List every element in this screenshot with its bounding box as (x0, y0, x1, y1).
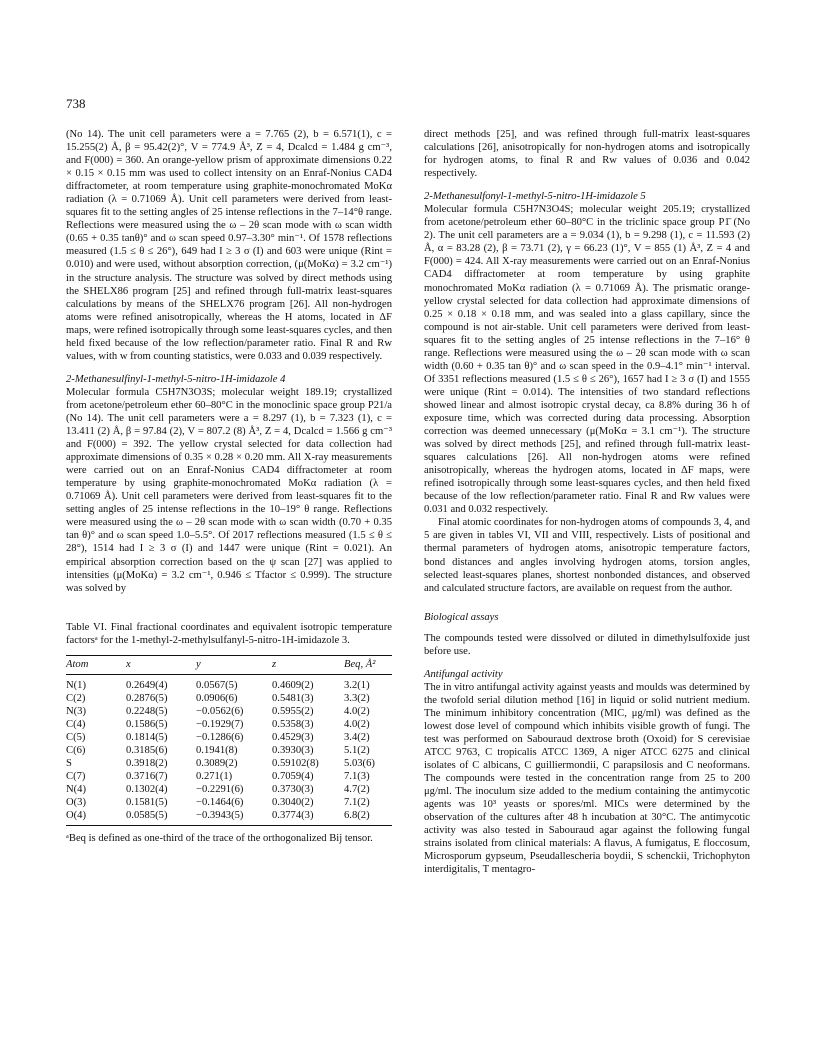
table-cell: N(3) (66, 705, 87, 717)
table-row (66, 718, 392, 731)
table-caption-label: Table VI. (66, 621, 107, 633)
table-row (66, 809, 392, 826)
table-cell: 0.4609(2) (272, 679, 314, 691)
table-cell: 3.4(2) (344, 731, 370, 743)
table-cell: O(3) (66, 796, 87, 808)
table-cell: 0.1586(5) (126, 718, 168, 730)
table-cell: 3.2(1) (344, 679, 370, 691)
table-cell: 0.3089(2) (196, 757, 238, 769)
table-cell: 5.03(6) (344, 757, 375, 769)
paragraph-compound4-crystal: Molecular formula C5H7N3O3S; molecular weight 189.19; crystallized from acetone/petroleum ether 60–80°C in the monoclinic space group P21/a (No 14). The unit cell parameters were a = 8.297 (1), b = 7.323 (1), c = 13.411 (2) Å, β = 97.84 (2), V = 807.2 (8) Å³, Z = 4, Dcalcd = 1.566 g cm⁻³ and F(000) = 392. The yellow crystal selected for data collection had approximate dimensions of 0.35 × 0.28 × 0.20 mm. All X-ray measurements were carried out on an Enraf-Nonius CAD4 diffractometer at room temperature by using graphite-monochromated MoKα radiation (λ = 0.71069 Å). Unit cell parameters were derived from least-squares fit to the setting angles of 25 intense reflections in the 10–19° θ range. Reflections were measured using the ω – 2θ scan mode with ω scan width (0.70 + 0.35 tan θ)° and ω scan speed 1.0–5.5°. Of 2017 reflections measured (1.5 ≤ θ ≤ 28°), 1514 had I ≥ 3 σ (I) and 1447 were unique (Rint = 0.021). An empirical absorption correction based on the ψ scan [27] was applied to intensities (μ(MoKα) = 3.2 cm⁻¹, 0.946 ≤ Tfactor ≤ 0.999). The structure was solved by (66, 386, 392, 594)
table-cell: 0.3918(2) (126, 757, 168, 769)
table-cell: −0.1464(6) (196, 796, 244, 808)
table-cell: 0.3185(6) (126, 744, 168, 756)
table-cell: 0.3930(3) (272, 744, 314, 756)
heading-biological-assays: Biological assays (424, 611, 499, 623)
table-cell: 0.7059(4) (272, 770, 314, 782)
table-cell: C(5) (66, 731, 86, 743)
heading-compound5: 2-Methanesulfonyl-1-methyl-5-nitro-1H-imidazole 5 (424, 191, 646, 203)
coordinates-table (66, 655, 392, 826)
table-header-row (66, 655, 392, 674)
header-y: y (196, 655, 272, 674)
table-cell: 0.5358(3) (272, 718, 314, 730)
table-cell: 0.5955(2) (272, 705, 314, 717)
table-cell: 0.5481(3) (272, 692, 314, 704)
table-cell: −0.1286(6) (196, 731, 244, 743)
table-cell: 0.1302(4) (126, 783, 168, 795)
table-cell: 0.1581(5) (126, 796, 168, 808)
table-cell: 0.3774(3) (272, 809, 344, 826)
table-cell: 4.7(2) (344, 783, 370, 795)
table-cell: 4.0(2) (344, 705, 370, 717)
table-cell: 0.1814(5) (126, 731, 168, 743)
table-cell: 0.1941(8) (196, 744, 238, 756)
page-number: 738 (66, 96, 86, 111)
table-row (66, 770, 392, 783)
table-row (66, 674, 392, 692)
table-cell: 0.3040(2) (272, 796, 314, 808)
table-cell: C(4) (66, 718, 86, 730)
table-cell: 0.0906(6) (196, 692, 238, 704)
table-row (66, 705, 392, 718)
table-row (66, 692, 392, 705)
header-x: x (126, 655, 196, 674)
table-cell: 0.59102(8) (272, 757, 319, 769)
right-column (424, 128, 750, 877)
table-cell: S (66, 757, 72, 769)
table-cell: 5.1(2) (344, 744, 370, 756)
paragraph-antifungal: The in vitro antifungal activity against yeasts and moulds was determined by the twofold serial dilution method [16] in liquid or solid nutrient medium. The minimum inhibitory concentration (MIC, μg/ml) was defined as the lowest dose level of compound which inhibits visible growth of fungi. The test was performed on Sabouraud dextrose broth (Oxoid) for S cerevisiae ATCC 9763, C tropicalis ATCC 1369, A niger ATCC 6275 and clinical isolates of C albicans, C guilliermondii, C parapsilosis and C neoformans. The compounds were tested in the concentration range from 25 to 200 μg/ml. The inoculum size added to the medium containing the antimycotic agents was 10³ yeasts or spores/ml. MICs were determined by the observation of the cultures after 48 h incubation at 30°C. The antimycotic activity was also tested in Sabouraud agar against the following fungal strains isolated from clinical materials: A flavus, A fumigatus, E floccosum, Microsporum gypseum, Pseudallescheria boydii, S schenckii, Trichophyton interdigitalis, T mentagro- (424, 681, 750, 876)
table-cell: 0.2649(4) (126, 679, 168, 691)
table-row (66, 796, 392, 809)
table-row (66, 757, 392, 770)
table-cell: 0.2876(5) (126, 692, 168, 704)
table-cell: 0.2248(5) (126, 705, 168, 717)
table-cell: 6.8(2) (344, 809, 392, 826)
table-cell: 0.3730(3) (272, 783, 314, 795)
paragraph-dmso: The compounds tested were dissolved or diluted in dimethylsulfoxide just before use. (424, 632, 750, 657)
table-cell: 4.0(2) (344, 718, 370, 730)
paragraph-final-coordinates: Final atomic coordinates for non-hydrogen atoms of compounds 3, 4, and 5 are given in tables VI, VII and VIII, respectively. Lists of positional and thermal parameters of hydrogen atoms, anisotropic temperature factors, bond distances and angles involving hydrogen atoms, torsion angles, selected least-squares planes, shortest nonbonded distances, and observed and calculated structure factors, are available on request from the author. (424, 517, 750, 594)
left-column (66, 128, 392, 845)
paragraph-compound4-refinement: direct methods [25], and was refined through full-matrix least-squares calculations [26], anisotropically for non-hydrogen atoms and isotropically for hydrogen atoms, to final R and Rw values of 0.036 and 0.042 respectively. (424, 129, 750, 180)
table-row (66, 783, 392, 796)
table-row (66, 731, 392, 744)
heading-compound4: 2-Methanesulfinyl-1-methyl-5-nitro-1H-imidazole 4 (66, 373, 286, 385)
header-atom: Atom (66, 655, 126, 674)
table-row (66, 744, 392, 757)
table-cell: C(2) (66, 692, 86, 704)
table-cell: 0.3716(7) (126, 770, 168, 782)
table-cell: C(6) (66, 744, 86, 756)
table-caption-text: Final fractional coordinates and equivalent isotropic temperature factorsᵃ for the 1-methyl-2-methylsulfanyl-5-nitro-1H-imidazole 3. (66, 621, 392, 646)
table-cell: −0.2291(6) (196, 783, 244, 795)
table-cell: −0.0562(6) (196, 705, 244, 717)
table-cell: −0.3943(5) (196, 809, 272, 826)
table-cell: O(4) (66, 809, 126, 826)
header-z: z (272, 655, 344, 674)
table-cell: 7.1(3) (344, 770, 370, 782)
header-beq: Beq, Å² (344, 655, 392, 674)
table-cell: 0.4529(3) (272, 731, 314, 743)
table-cell: N(1) (66, 679, 87, 691)
table-caption (66, 621, 392, 647)
heading-antifungal: Antifungal activity (424, 668, 503, 680)
table-cell: 3.3(2) (344, 692, 370, 704)
table-cell: 0.271(1) (196, 770, 233, 782)
table-cell: C(7) (66, 770, 86, 782)
table-footnote: ᵃBeq is defined as one-third of the trace of the orthogonalized Bij tensor. (66, 832, 373, 844)
table-cell: 0.0585(5) (126, 809, 196, 826)
table-cell: 7.1(2) (344, 796, 370, 808)
paragraph-compound3-crystal: (No 14). The unit cell parameters were a = 7.765 (2), b = 6.571(1), c = 15.255(2) Å, β = 95.42(2)°, V = 774.9 Å³, Z = 4, Dcalcd = 1.484 g cm⁻³, and F(000) = 360. An orange-yellow prism of approximate dimensions 0.22 × 0.15 × 0.15 mm was used to collect intensity on an Enraf-Nonius CAD4 diffractometer, at room temperature using graphite-monochromated MoKα radiation (λ = 0.71069 Å). Unit cell parameters were derived from least-squares fit to the setting angles of 25 intense reflections in the 7–14°θ range. Reflections were measured using the ω – 2θ scan mode with ω scan width (0.65 + 0.35 tanθ)° and ω scan speed 0.97–3.30° min⁻¹. Of 1578 reflections measured (1.5 ≤ θ ≤ 26°), 649 had I ≥ 3 σ (I) and 603 were unique (Rint = 0.010) and were used, without absorption correction, (μ(MoKα) = 3.2 cm⁻¹) in the structure analysis. The structure was solved by direct methods using the SHELX86 program [25] and refined through full-matrix least-squares calculations by means of the SHELX76 program [26]. All non-hydrogen atoms were refined anisotropically, whereas the H atoms, located in ΔF maps, were refined isotropically through some least-squares cycles, and then held fixed because of the low reflection/parameter ratio. Final R and Rw values, with w from counting statistics, were 0.033 and 0.039 respectively. (66, 129, 392, 362)
table-cell: 0.0567(5) (196, 679, 238, 691)
paragraph-compound5-crystal: Molecular formula C5H7N3O4S; molecular weight 205.19; crystallized from acetone/petroleum ether 60–80°C in the triclinic space group P1̄ (No 2). The unit cell parameters are a = 9.034 (1), b = 9.298 (1), c = 11.593 (2) Å, α = 83.28 (2), β = 73.71 (2), γ = 66.23 (1)°, V = 855 (1) Å³, Z = 4 and F(000) = 424. All X-ray measurements were carried out on an Enraf-Nonius CAD4 diffractometer at room temperature by using graphite monochromated MoKα radiation (λ = 0.71069 Å). The prismatic orange-yellow crystal selected for data collection had approximate dimensions of 0.25 × 0.18 × 0.18 mm, and was sealed into a glass capillary, since the compound is not air-stable. Unit cell parameters were derived from least-squares fit to the setting angles of 25 intense reflections in the 7–16° θ range. Reflections were measured using the ω – 2θ scan mode with ω scan width (0.60 + 0.35 tan θ)° and ω scan speed in the 0.9–4.1° min⁻¹ interval. Of 3351 reflections measured (1.5 ≤ θ ≤ 26°), 1657 had I ≥ 3 σ (I) and 1555 were unique (Rint = 0.014). The intensities of two standard reflections showed linear and almost isotropic crystal decay, ca 8.8% during 36 h of exposure time, which was corrected during data processing. Absorption correction was deemed unnecessary (μ(MoKα = 3.1 cm⁻¹). The structure was solved by direct methods [25], and refined through full-matrix least-squares calculations [26]. All non-hydrogen atoms were refined anisotropically, whereas the hydrogen atoms, located in ΔF maps, were refined isotropically through some least-squares cycles, and then held fixed because of the low reflection/parameter ratio. Final R and Rw values were 0.031 and 0.032 respectively. (424, 204, 750, 516)
table-cell: N(4) (66, 783, 87, 795)
table-cell: −0.1929(7) (196, 718, 244, 730)
